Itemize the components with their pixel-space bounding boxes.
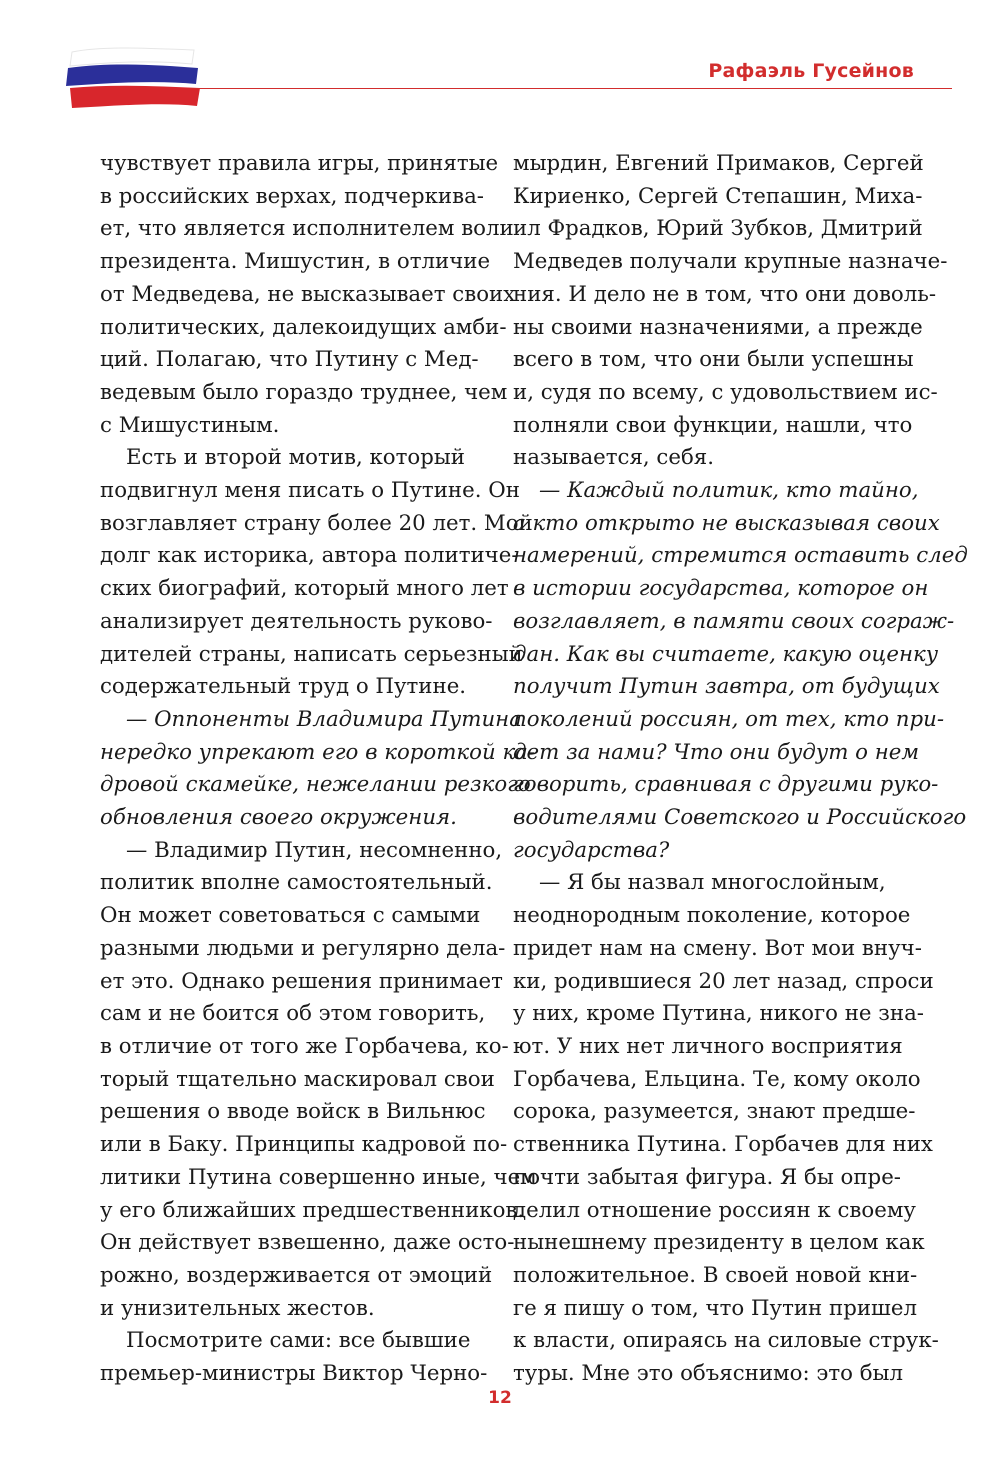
left-column [100, 148, 537, 1391]
text-line: — Оппоненты Владимира Путина [126, 706, 522, 732]
paragraph [100, 148, 520, 442]
text-line: решения о вводе войск в Вильнюс [100, 1099, 486, 1125]
text-line: дан. Как вы считаете, какую оценку [513, 641, 939, 667]
text-line: — Владимир Путин, несомненно, [126, 837, 503, 863]
text-line: ведевым было гораздо труднее, чем [100, 379, 508, 405]
text-line: к власти, опираясь на силовые струк- [513, 1328, 939, 1354]
text-line: получит Путин завтра, от будущих [513, 674, 940, 700]
text-line: ны своими назначениями, а прежде [513, 314, 923, 340]
page-number: 12 [488, 1388, 512, 1408]
text-line: содержательный труд о Путине. [100, 674, 467, 700]
text-line: нередко упрекают его в короткой ка- [100, 739, 536, 765]
text-line: ния. И дело не в том, что они доволь- [513, 281, 937, 307]
text-line: — Каждый политик, кто тайно, [539, 478, 919, 504]
text-line: у них, кроме Путина, никого не зна- [513, 1001, 924, 1027]
text-line: и унизительных жестов. [100, 1295, 375, 1321]
paragraph [100, 442, 533, 704]
text-line: неоднородным поколение, которое [513, 903, 911, 929]
text-line: положительное. В своей новой кни- [513, 1262, 918, 1288]
text-line: государства? [513, 837, 670, 863]
text-line: рожно, воздерживается от эмоций [100, 1262, 493, 1288]
text-line: Он может советоваться с самыми [100, 903, 481, 929]
text-line: туры. Мне это объяснимо: это был [513, 1361, 903, 1387]
text-line: и, судя по всему, с удовольствием ис- [513, 379, 938, 405]
text-line: почти забытая фигура. Я бы опре- [513, 1164, 901, 1190]
text-line: президента. Мишустин, в отличие [100, 249, 491, 275]
text-line: придет нам на смену. Вот мои внуч- [513, 935, 922, 961]
text-line: ет это. Однако решения принимает [100, 968, 503, 994]
text-line: ил Фрадков, Юрий Зубков, Дмитрий [513, 216, 923, 242]
text-line: долг как историка, автора политиче- [100, 543, 519, 569]
paragraph [100, 835, 537, 1326]
text-line: обновления своего окружения. [100, 805, 457, 831]
text-line: у его ближайших предшественников. [100, 1197, 525, 1223]
header-rule [190, 88, 952, 89]
text-line: возглавляет страну более 20 лет. Мой [100, 510, 533, 536]
text-line: премьер-министры Виктор Черно- [100, 1361, 488, 1387]
text-line: сам и не боится об этом говорить, [100, 1001, 486, 1027]
text-line: литики Путина совершенно иные, чем [100, 1164, 537, 1190]
text-line: нынешнему президенту в целом как [513, 1230, 925, 1256]
text-line: поколений россиян, от тех, кто при- [513, 706, 945, 732]
text-line: дет за нами? Что они будут о нем [513, 739, 920, 765]
text-line: ственника Путина. Горбачев для них [513, 1132, 933, 1158]
russian-flag-brushstroke-icon [62, 38, 202, 118]
text-line: мырдин, Евгений Примаков, Сергей [513, 151, 924, 176]
text-line: дровой скамейке, нежелании резкого [100, 772, 531, 798]
text-line: ских биографий, который много лет [100, 576, 509, 602]
text-line: анализирует деятельность руково- [100, 608, 493, 634]
text-line: всего в том, что они были успешны [513, 347, 914, 373]
text-line: политик вполне самостоятельный. [100, 870, 493, 896]
text-line: делил отношение россиян к своему [513, 1197, 916, 1223]
text-line: возглавляет, в памяти своих сограж- [513, 608, 955, 634]
paragraph [513, 867, 939, 1390]
text-line: водителями Советского и Российского [513, 805, 967, 831]
text-line: в истории государства, которое он [513, 576, 929, 602]
text-line: ют. У них нет личного восприятия [513, 1033, 903, 1059]
text-line: а кто открыто не высказывая своих [513, 510, 940, 536]
text-line: ций. Полагаю, что Путину с Мед- [100, 347, 479, 373]
text-line: сорока, разумеется, знают предше- [513, 1099, 916, 1125]
text-line: Горбачева, Ельцина. Те, кому около [513, 1066, 921, 1092]
interview-question [100, 704, 536, 835]
text-line: Есть и второй мотив, который [126, 445, 466, 471]
text-line: в российских верхах, подчеркива- [100, 183, 484, 209]
text-line: разными людьми и регулярно дела- [100, 935, 506, 961]
text-line: — Я бы назвал многослойным, [539, 870, 886, 896]
text-line: ки, родившиеся 20 лет назад, спроси [513, 968, 934, 994]
text-line: ет, что является исполнителем воли [100, 216, 514, 242]
text-line: Кириенко, Сергей Степашин, Миха- [513, 183, 923, 209]
text-line: говорить, сравнивая с другими руко- [513, 772, 939, 798]
text-line: торый тщательно маскировал свои [100, 1066, 495, 1092]
text-line: намерений, стремится оставить след [513, 543, 968, 569]
text-line: полняли свои функции, нашли, что [513, 412, 913, 438]
right-column [513, 148, 968, 1391]
text-line: или в Баку. Принципы кадровой по- [100, 1132, 508, 1158]
paragraph [100, 1325, 520, 1390]
text-line: называется, себя. [513, 445, 714, 471]
text-line: с Мишустиным. [100, 412, 280, 438]
running-header-author: Рафаэль Гусейнов [708, 60, 914, 82]
text-line: Медведев получали крупные назначе- [513, 249, 948, 275]
text-line: Посмотрите сами: все бывшие [126, 1328, 471, 1354]
text-line: Он действует взвешенно, даже осто- [100, 1230, 515, 1256]
text-line: дителей страны, написать серьезный [100, 641, 523, 667]
text-line: подвигнул меня писать о Путине. Он [100, 478, 520, 504]
text-line: чувствует правила игры, принятые [100, 151, 499, 176]
text-line: политических, далекоидущих амби- [100, 314, 507, 340]
text-line: ге я пишу о том, что Путин пришел [513, 1295, 917, 1321]
paragraph [513, 148, 948, 475]
text-line: в отличие от того же Горбачева, ко- [100, 1033, 509, 1059]
text-line: от Медведева, не высказывает своих [100, 281, 516, 307]
interview-question [513, 475, 968, 867]
